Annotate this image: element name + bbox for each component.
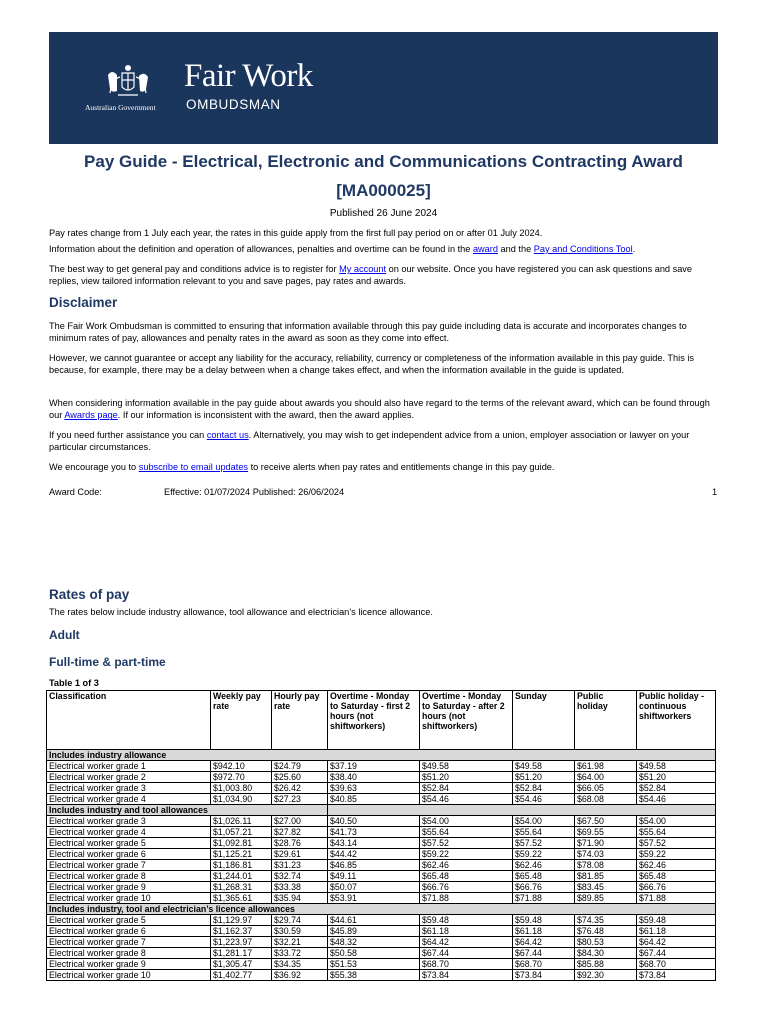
rate-cell: $50.58 — [328, 948, 420, 959]
rate-cell: $31.23 — [272, 860, 328, 871]
rate-cell: $1,057.21 — [211, 827, 272, 838]
column-header: Hourly pay rate — [272, 691, 328, 750]
rate-cell: $40.85 — [328, 794, 420, 805]
rate-cell: $74.03 — [575, 849, 637, 860]
rate-cell: $78.08 — [575, 860, 637, 871]
rate-cell: $33.72 — [272, 948, 328, 959]
rate-cell: $43.14 — [328, 838, 420, 849]
rate-cell: $32.21 — [272, 937, 328, 948]
rate-cell: $54.46 — [420, 794, 513, 805]
table-row — [47, 761, 716, 772]
rate-cell: $44.42 — [328, 849, 420, 860]
rate-cell: $30.59 — [272, 926, 328, 937]
table-group-row — [47, 805, 716, 816]
rate-cell: $69.55 — [575, 827, 637, 838]
intro-paragraph-1: Pay rates change from 1 July each year, the rates in this guide apply from the first full pay period on or after 01 July 2024. — [49, 228, 543, 238]
table-group-row — [47, 750, 716, 761]
table-row — [47, 827, 716, 838]
rate-cell: $49.58 — [637, 761, 716, 772]
rate-cell: $1,281.17 — [211, 948, 272, 959]
fulltime-parttime-heading: Full-time & part-time — [49, 655, 166, 669]
rate-cell: $1,305.47 — [211, 959, 272, 970]
table-row — [47, 915, 716, 926]
pay-conditions-tool-link[interactable]: Pay and Conditions Tool — [533, 244, 633, 254]
pay-rates-table — [46, 690, 716, 981]
rate-cell: $68.70 — [513, 959, 575, 970]
table-row — [47, 893, 716, 904]
rate-cell: $25.60 — [272, 772, 328, 783]
rate-cell: $83.45 — [575, 882, 637, 893]
table-row — [47, 772, 716, 783]
rate-cell: $1,129.97 — [211, 915, 272, 926]
rates-note: The rates below include industry allowance, tool allowance and electrician’s licence allowance. — [49, 607, 433, 617]
rate-cell: $64.42 — [513, 937, 575, 948]
rate-cell: $59.48 — [513, 915, 575, 926]
column-header: Overtime - Monday to Saturday - after 2 hours (not shiftworkers) — [420, 691, 513, 750]
rate-cell: $55.38 — [328, 970, 420, 981]
rate-cell: $80.53 — [575, 937, 637, 948]
rate-cell: $67.44 — [420, 948, 513, 959]
table-row — [47, 948, 716, 959]
rate-cell: $59.22 — [637, 849, 716, 860]
rate-cell: $1,162.37 — [211, 926, 272, 937]
rate-cell: $55.64 — [513, 827, 575, 838]
rate-cell: $62.46 — [637, 860, 716, 871]
classification-cell: Electrical worker grade 2 — [47, 772, 211, 783]
rate-cell: $49.11 — [328, 871, 420, 882]
group-label: Includes industry, tool and electrician’s licence allowances — [47, 904, 716, 915]
table-row — [47, 882, 716, 893]
rate-cell: $1,092.81 — [211, 838, 272, 849]
rate-cell: $27.23 — [272, 794, 328, 805]
rate-cell: $48.32 — [328, 937, 420, 948]
rate-cell: $44.61 — [328, 915, 420, 926]
disclaimer-paragraph-1: The Fair Work Ombudsman is committed to ensuring that information available through this pay guide including data is accurate and incorporates changes to minimum rates of pay, allowances and penalty rates in the award as soon as they come into effect. — [49, 321, 687, 344]
classification-cell: Electrical worker grade 3 — [47, 783, 211, 794]
rate-cell: $37.19 — [328, 761, 420, 772]
table-row — [47, 926, 716, 937]
rate-cell: $46.85 — [328, 860, 420, 871]
rate-cell: $51.20 — [420, 772, 513, 783]
rate-cell: $38.40 — [328, 772, 420, 783]
rate-cell: $52.84 — [420, 783, 513, 794]
classification-cell: Electrical worker grade 7 — [47, 937, 211, 948]
rate-cell: $84.30 — [575, 948, 637, 959]
rate-cell: $66.76 — [637, 882, 716, 893]
rate-cell: $67.44 — [513, 948, 575, 959]
table-row — [47, 959, 716, 970]
rate-cell: $65.48 — [420, 871, 513, 882]
rate-cell: $65.48 — [513, 871, 575, 882]
column-header: Overtime - Monday to Saturday - first 2 hours (not shiftworkers) — [328, 691, 420, 750]
classification-cell: Electrical worker grade 7 — [47, 860, 211, 871]
rate-cell: $41.73 — [328, 827, 420, 838]
rate-cell: $40.50 — [328, 816, 420, 827]
rate-cell: $64.42 — [420, 937, 513, 948]
rate-cell: $61.18 — [513, 926, 575, 937]
classification-cell: Electrical worker grade 9 — [47, 959, 211, 970]
rate-cell: $942.10 — [211, 761, 272, 772]
rate-cell: $73.84 — [513, 970, 575, 981]
rate-cell: $61.98 — [575, 761, 637, 772]
rate-cell: $57.52 — [513, 838, 575, 849]
rate-cell: $1,034.90 — [211, 794, 272, 805]
group-label: Includes industry allowance — [47, 750, 716, 761]
rate-cell: $67.44 — [637, 948, 716, 959]
table-header-row — [47, 691, 716, 750]
rate-cell: $62.46 — [513, 860, 575, 871]
rate-cell: $1,365.61 — [211, 893, 272, 904]
table-row — [47, 816, 716, 827]
rate-cell: $64.42 — [637, 937, 716, 948]
rate-cell: $55.64 — [637, 827, 716, 838]
disclaimer-paragraph-5: We encourage you to subscribe to email updates to receive alerts when pay rates and entitlements change in this pay guide. — [49, 462, 555, 472]
rate-cell: $49.58 — [513, 761, 575, 772]
table-row — [47, 838, 716, 849]
award-link[interactable]: award — [472, 244, 498, 254]
rate-cell: $89.85 — [575, 893, 637, 904]
column-header: Sunday — [513, 691, 575, 750]
rate-cell: $81.85 — [575, 871, 637, 882]
intro-paragraph-3: The best way to get general pay and conditions advice is to register for My account on our website. Once you have registered you can ask questions and save replies, view tailored information relevant to you and save pages, pay rates and awards. — [49, 264, 693, 287]
rate-cell: $972.70 — [211, 772, 272, 783]
classification-cell: Electrical worker grade 10 — [47, 893, 211, 904]
rate-cell: $1,223.97 — [211, 937, 272, 948]
rate-cell: $1,268.31 — [211, 882, 272, 893]
classification-cell: Electrical worker grade 9 — [47, 882, 211, 893]
published-date: Published 26 June 2024 — [329, 208, 438, 219]
table-caption: Table 1 of 3 — [49, 678, 99, 688]
rate-cell: $68.08 — [575, 794, 637, 805]
table-row — [47, 970, 716, 981]
rate-cell: $66.76 — [420, 882, 513, 893]
brand-logo-subtext: OMBUDSMAN — [186, 97, 281, 112]
rate-cell: $51.20 — [637, 772, 716, 783]
rate-cell: $26.42 — [272, 783, 328, 794]
table-row — [47, 794, 716, 805]
rate-cell: $59.48 — [637, 915, 716, 926]
column-header: Public holiday - continuous shiftworkers — [637, 691, 716, 750]
rate-cell: $76.48 — [575, 926, 637, 937]
rate-cell: $85.88 — [575, 959, 637, 970]
rate-cell: $73.84 — [420, 970, 513, 981]
rate-cell: $62.46 — [420, 860, 513, 871]
classification-cell: Electrical worker grade 6 — [47, 849, 211, 860]
rate-cell: $61.18 — [420, 926, 513, 937]
rate-cell: $28.76 — [272, 838, 328, 849]
table-group-row — [47, 904, 716, 915]
disclaimer-paragraph-2: However, we cannot guarantee or accept any liability for the accuracy, reliability, currency or completeness of the information available in this pay guide. This is because, for example, there may be a delay between when a change takes effect, and when the information available in the guide is updated. — [49, 353, 694, 376]
rate-cell: $1,244.01 — [211, 871, 272, 882]
column-header: Classification — [47, 691, 211, 750]
rate-cell: $92.30 — [575, 970, 637, 981]
rate-cell: $74.35 — [575, 915, 637, 926]
disclaimer-paragraph-4: If you need further assistance you can contact us. Alternatively, you may wish to get independent advice from a union, employer association or lawyer on your particular circumstances. — [49, 430, 690, 453]
classification-cell: Electrical worker grade 5 — [47, 838, 211, 849]
group-label: Includes industry and tool allowances — [47, 805, 328, 816]
rate-cell: $36.92 — [272, 970, 328, 981]
contact-us-link[interactable]: contact us — [206, 430, 249, 440]
rate-cell: $34.35 — [272, 959, 328, 970]
rate-cell: $54.46 — [513, 794, 575, 805]
rate-cell: $66.05 — [575, 783, 637, 794]
rate-cell: $65.48 — [637, 871, 716, 882]
subscribe-email-link[interactable]: subscribe to email updates — [138, 462, 249, 472]
rate-cell: $52.84 — [637, 783, 716, 794]
classification-cell: Electrical worker grade 8 — [47, 871, 211, 882]
rates-heading: Rates of pay — [49, 587, 130, 602]
table-row — [47, 783, 716, 794]
disclaimer-heading: Disclaimer — [49, 295, 118, 310]
footer-award-code: Award Code: — [49, 487, 102, 497]
classification-cell: Electrical worker grade 4 — [47, 794, 211, 805]
classification-cell: Electrical worker grade 8 — [47, 948, 211, 959]
awards-page-link[interactable]: Awards page — [64, 410, 118, 421]
classification-cell: Electrical worker grade 5 — [47, 915, 211, 926]
rate-cell: $71.90 — [575, 838, 637, 849]
rate-cell: $67.50 — [575, 816, 637, 827]
rate-cell: $61.18 — [637, 926, 716, 937]
rate-cell: $33.38 — [272, 882, 328, 893]
rate-cell: $55.64 — [420, 827, 513, 838]
rate-cell: $1,026.11 — [211, 816, 272, 827]
rate-cell: $27.82 — [272, 827, 328, 838]
rate-cell: $1,402.77 — [211, 970, 272, 981]
rate-cell: $57.52 — [637, 838, 716, 849]
rate-cell: $32.74 — [272, 871, 328, 882]
rate-cell: $49.58 — [420, 761, 513, 772]
rate-cell: $50.07 — [328, 882, 420, 893]
rate-cell: $71.88 — [420, 893, 513, 904]
rate-cell: $35.94 — [272, 893, 328, 904]
footer-effective-published: Effective: 01/07/2024 Published: 26/06/2024 — [164, 487, 345, 497]
classification-cell: Electrical worker grade 4 — [47, 827, 211, 838]
rate-cell: $68.70 — [637, 959, 716, 970]
table-row — [47, 860, 716, 871]
table-row — [47, 849, 716, 860]
rate-cell: $1,186.81 — [211, 860, 272, 871]
rate-cell: $71.88 — [637, 893, 716, 904]
rate-cell: $29.74 — [272, 915, 328, 926]
rate-cell: $51.20 — [513, 772, 575, 783]
classification-cell: Electrical worker grade 1 — [47, 761, 211, 772]
footer-page-number: 1 — [712, 487, 718, 497]
table-row — [47, 871, 716, 882]
classification-cell: Electrical worker grade 6 — [47, 926, 211, 937]
adult-heading: Adult — [49, 628, 80, 642]
intro-paragraph-2: Information about the definition and operation of allowances, penalties and overtime can be found in the award and the Pay and Conditions Tool. — [49, 244, 636, 254]
rate-cell: $52.84 — [513, 783, 575, 794]
government-label: Australian Government — [85, 103, 156, 112]
rate-cell: $54.46 — [637, 794, 716, 805]
rate-cell: $73.84 — [637, 970, 716, 981]
rate-cell: $45.89 — [328, 926, 420, 937]
rate-cell: $54.00 — [637, 816, 716, 827]
rate-cell: $59.48 — [420, 915, 513, 926]
rate-cell: $27.00 — [272, 816, 328, 827]
rate-cell: $64.00 — [575, 772, 637, 783]
rate-cell: $57.52 — [420, 838, 513, 849]
brand-logo-text: Fair Work — [184, 58, 313, 94]
my-account-link[interactable]: My account — [339, 264, 387, 274]
rate-cell: $59.22 — [420, 849, 513, 860]
classification-cell: Electrical worker grade 3 — [47, 816, 211, 827]
rate-cell: $1,125.21 — [211, 849, 272, 860]
rate-cell: $66.76 — [513, 882, 575, 893]
rate-cell: $24.79 — [272, 761, 328, 772]
rate-cell: $39.63 — [328, 783, 420, 794]
disclaimer-paragraph-3: When considering information available in the pay guide about awards you should also have regard to the terms of the relevant award, which can be found through our Awards page. If our information is inconsistent with the award, then the award applies. — [49, 398, 710, 421]
column-header: Public holiday — [575, 691, 637, 750]
rate-cell: $59.22 — [513, 849, 575, 860]
rate-cell: $54.00 — [420, 816, 513, 827]
page-title: Pay Guide - Electrical, Electronic and Communications Contracting Award [MA000025] — [84, 152, 683, 200]
coat-of-arms-icon — [104, 63, 152, 103]
rate-cell: $68.70 — [420, 959, 513, 970]
group-filler-cell — [328, 805, 716, 816]
rate-cell: $54.00 — [513, 816, 575, 827]
rate-cell: $51.53 — [328, 959, 420, 970]
rate-cell: $53.91 — [328, 893, 420, 904]
rate-cell: $1,003.80 — [211, 783, 272, 794]
rate-cell: $29.61 — [272, 849, 328, 860]
column-header: Weekly pay rate — [211, 691, 272, 750]
classification-cell: Electrical worker grade 10 — [47, 970, 211, 981]
rate-cell: $71.88 — [513, 893, 575, 904]
table-row — [47, 937, 716, 948]
